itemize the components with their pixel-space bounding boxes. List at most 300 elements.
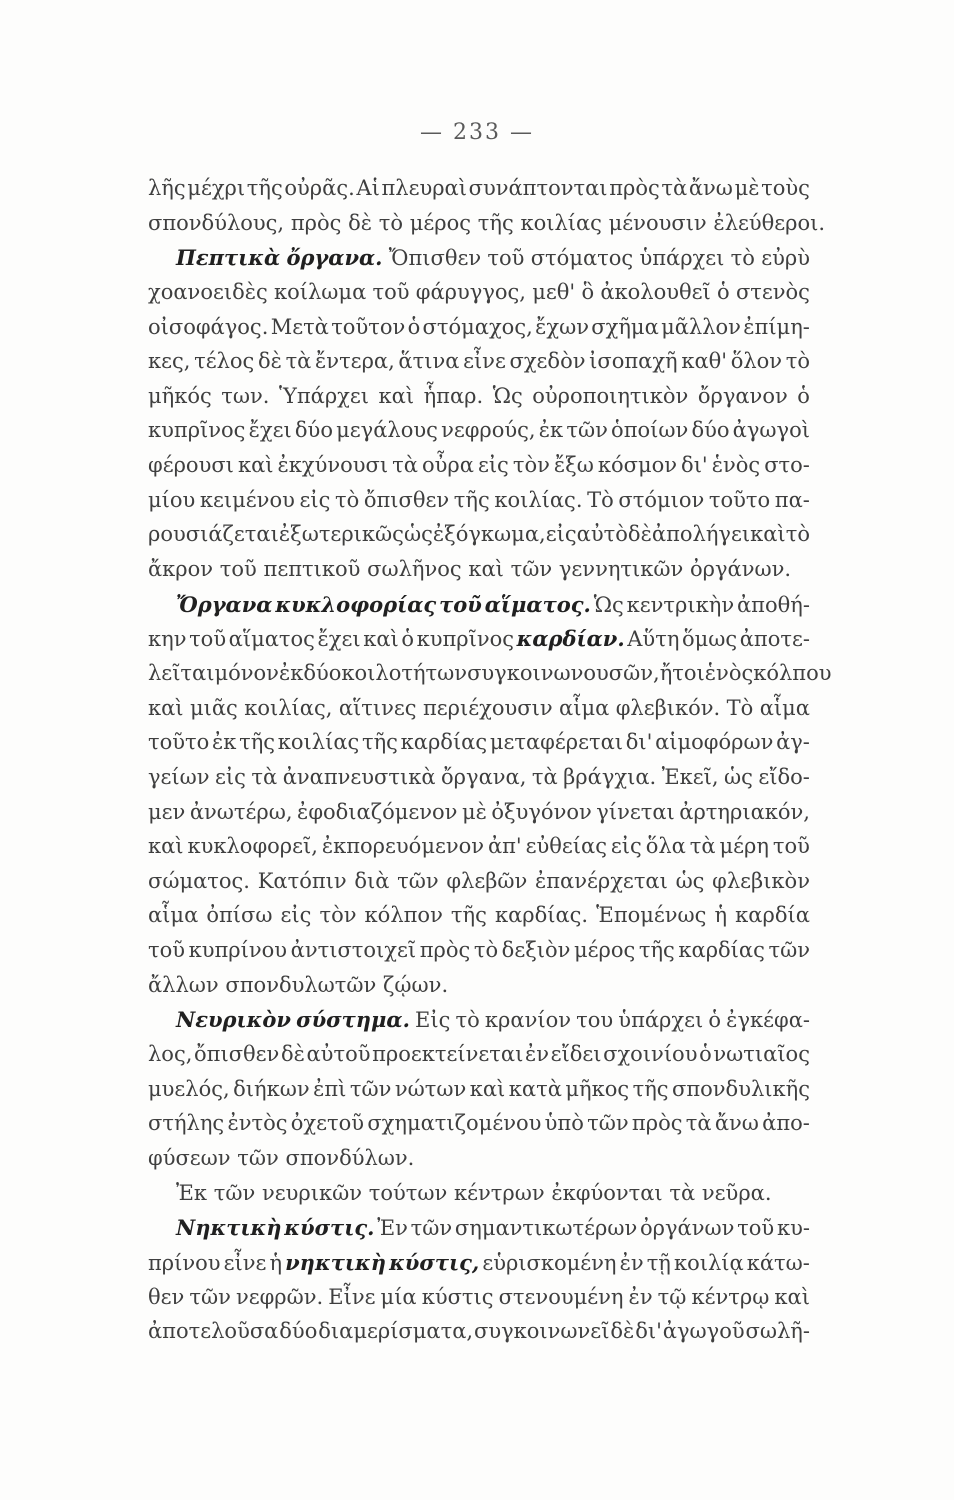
word: γεννητικῶν [558,557,684,582]
word: καὶ [237,453,274,478]
word: ἐξωτερικῶς [278,522,404,547]
word: καὶ [469,1076,506,1101]
word: τοῦ [148,938,186,963]
word: ἐκχύνουσι [277,453,389,478]
word: ἄνω [688,176,733,200]
word: ἀγωγοῦ [662,1319,745,1344]
word: ὅμως [681,627,738,652]
word: νεῦρα. [701,1180,772,1205]
word: δὲ [257,349,282,374]
word: ἀποτε- [739,627,810,652]
word: καὶ [750,522,786,547]
word: ἐγκέφα- [726,1008,810,1033]
word: κεντρικὴν [626,592,735,617]
word: στόματος [530,246,634,271]
word: μεταφέρεται [489,730,624,755]
word: ὑπὸ [544,1111,584,1136]
word: ὀχετοῦ [290,1111,365,1136]
section-heading-word: τοῦ [439,591,482,617]
text-line [148,626,810,661]
word: Εἶνε [328,1284,376,1309]
text-line [148,834,810,869]
text-line [148,557,810,592]
word: τῆς [638,938,675,963]
word: εἴδο- [758,764,810,789]
word: μὲ [734,176,760,200]
word: ἔχει [248,418,292,443]
word: ἐκπορευόμενον [321,834,485,859]
word: ἐκ [538,418,564,443]
word: φύσεων [148,1145,231,1170]
word: ὅλα [645,834,686,859]
word: δὲ [610,1319,635,1344]
word: μὲ [461,799,487,824]
word: τὰ [685,1111,712,1136]
word: πεπτικοῦ [263,557,361,582]
word: τῶν [213,1180,256,1205]
word: αἵματος [228,627,315,652]
word: δύο [294,418,333,443]
text-line [148,418,810,453]
word: Ἑπομένως [596,903,707,928]
word: κόλπου [753,660,832,685]
text-line [148,1319,810,1354]
text-line [148,973,810,1008]
word: οὖρα [421,453,474,478]
word: μένουσιν [608,210,707,235]
text-line [148,1215,810,1250]
word: λεῖται [148,660,215,685]
word: συγκοινωνεῖ [474,1319,610,1344]
word: τὸ [785,522,810,547]
word: ἐν [619,1250,644,1275]
word: ἔχων [535,314,589,339]
word: τῶν [410,1216,453,1241]
word: ἐφοδιαζόμενον [297,799,458,824]
word: τὸ [730,246,755,271]
word: αἱμοφόρων [655,730,774,755]
text-line [148,1007,810,1042]
word: συνάπτονται [468,176,608,200]
word: νεφρῶν. [235,1284,324,1309]
word: κην [148,627,187,652]
word: κύστις [421,1284,494,1309]
word: λῆς [148,176,186,200]
word: τοῦτο [148,730,210,755]
word: Ὡς [593,592,624,617]
word: δύο [691,418,730,443]
word: τοῦ [487,246,525,271]
section-heading-word: ὄργανα. [286,245,383,271]
word: ὑπάρχει [639,246,725,271]
word: τῶν [237,1145,279,1170]
word: φάρυγγος, [415,279,526,304]
text-line [148,869,810,904]
word: αἵτινες [338,695,417,720]
word: ὄπισθεν [194,1042,280,1067]
word: ἄκρον [148,557,214,582]
word: ἀντιστοιχεῖ [290,938,417,963]
text-line [148,1042,810,1077]
text-line [148,903,810,938]
word: ὄπισθεν [363,487,450,512]
word: ὡς [724,764,753,789]
word: ὁ [717,279,730,304]
word: ἔξω [553,453,594,478]
word: τῷ [657,1284,687,1309]
word: καθ' [681,349,728,374]
word: ἀνωτέρω, [189,799,293,824]
word: κυ- [776,1216,810,1241]
text-line [148,280,810,315]
text-line [148,210,826,246]
word: λος, [148,1042,193,1067]
word: διὰ [354,868,390,893]
text-line [148,176,810,211]
word: ἀγ- [776,730,810,755]
word: τῆς [477,210,514,235]
word: δεξιὸν [501,938,571,963]
word: του [576,1008,614,1033]
word: καρδίας [400,730,488,755]
word: καρδίας [678,938,765,963]
text-line [148,696,810,731]
word: μία [380,1284,417,1309]
word: ὃ [581,279,595,304]
word: ἄλλων [148,972,219,997]
word: ἐντὸς [227,1111,288,1136]
word: ἑνὸς [711,453,761,478]
word: εὑρισκομένη [482,1250,617,1275]
word: αὐτοῦ [306,1042,371,1067]
text-line [148,800,810,835]
word: θεν [148,1284,185,1309]
word: μεγάλους [336,418,438,443]
word: κοιλίας. [494,487,583,512]
word: νεφρούς, [441,418,536,443]
word: καρδίας. [494,903,589,928]
word: ἀκολουθεῖ [600,279,711,304]
word: στενουμένη [498,1284,624,1309]
word: ὁ [708,1008,722,1033]
word: μέχρι [187,176,246,200]
word: τοῦ [189,627,227,652]
word: ὄργανα, [441,764,527,789]
word: κες, [148,349,191,374]
word: διαμερίσματα, [318,1319,474,1344]
word: κυπρῖνος [148,418,246,443]
word: τοῦ [219,557,257,582]
word: εἰς [545,522,577,547]
word: σπονδυλωτῶν [225,972,377,997]
word: ἡ [714,903,728,928]
body-text [148,176,832,1354]
word: Ὡς [492,383,523,408]
text-line [148,1077,810,1112]
word: ρουσιάζεται [148,522,279,547]
text-line [148,1111,810,1146]
word: σπονδυλικῆς [672,1076,810,1101]
word: ἀρτηριακόν, [679,799,810,824]
word: στήλης [148,1111,225,1136]
word: κοιλίᾳ [673,1250,744,1275]
word: πρὸς [419,938,471,963]
word: ἀπ' [487,834,522,859]
text-line [148,660,832,696]
word: τὸν [319,903,357,928]
text-line [148,1181,810,1216]
word: ἐπίμη- [743,314,810,339]
word: σχεδὸν [509,349,586,374]
word: οὐροποιητικὸν [532,383,689,408]
word: εὐρὺ [761,246,810,271]
word: ὀργάνων. [690,557,792,582]
word: μυελός, [148,1076,230,1101]
emphasis-word: κύστις, [389,1249,480,1275]
word: κοιλίας [277,730,360,755]
word: αἷμα [559,695,610,720]
word: στόμιον [618,487,705,512]
word: κοίλωμα [274,279,367,304]
word: σχοινίου [603,1042,698,1067]
word: τὰ [661,176,688,200]
word: τὸ [473,938,499,963]
emphasis-word: νηκτικὴ [285,1249,386,1275]
word: τῆς [361,730,398,755]
word: ἐλεύθεροι. [713,210,826,235]
text-line [148,1250,810,1285]
section-heading-word: Ὄργανα [176,591,273,617]
section-heading-word: σύστημα. [296,1007,410,1033]
word: τὸ [378,210,404,235]
word: κατὰ [508,1076,562,1101]
word: σωλῆνος [367,557,462,582]
word: τοῦ [372,279,410,304]
word: σώματος. [148,868,250,893]
word: μεθ' [532,279,576,304]
word: τῶν [566,418,608,443]
word: ἀποτελοῦσα [148,1319,279,1344]
word: Ἐκεῖ, [661,764,719,789]
word: καὶ [468,557,504,582]
word: μόνον [214,660,279,685]
word: τῶν [397,868,439,893]
word: ἀπολήγει [651,522,751,547]
word: δὲ [627,522,652,547]
word: ἀποθή- [736,592,810,617]
word: εἰς [299,487,331,512]
word: μεν [148,799,186,824]
emphasis-word: καρδίαν. [516,626,625,652]
word: βράγχια. [563,764,657,789]
word: Κατόπιν [257,868,347,893]
word: δι' [635,1319,662,1344]
word: τέλος [194,349,255,374]
word: νωτιαῖος [713,1042,810,1067]
word: Αὕτη [627,627,680,652]
word: τούτων [368,1180,448,1205]
word: ἀναπνευστικὰ [282,764,436,789]
word: κόλπον [364,903,443,928]
word: ὑπάρχει [618,1008,704,1033]
word: τῶν [510,557,553,582]
word: τῶν [587,1111,629,1136]
word: ὁ [401,627,414,652]
word: πρὸς [609,176,660,200]
section-heading-word: Νηκτικὴ [176,1215,282,1241]
word: Ἐν [377,1216,408,1241]
word: καὶ [148,695,184,720]
word: καὶ [774,1284,810,1309]
section-heading-word: Νευρικὸν [176,1007,291,1033]
word: σχῆμα [591,314,659,339]
word: τὰ [689,834,716,859]
word: δὲ [280,1042,305,1067]
word: τὰ [669,1180,696,1205]
word: ἐκ [212,730,237,755]
word: φλεβικὸν [712,868,810,893]
word: ὅλον [730,349,783,374]
word: ζῴων. [383,972,449,997]
word: ἐπανέρχεται [534,868,668,893]
word: εἰς [280,903,312,928]
word: συγκοινωνουσῶν,ἤτοι [467,660,705,685]
word: κάτω- [746,1250,810,1275]
word: τὸ [455,1008,480,1033]
word: φλεβῶν [446,868,528,893]
word: χοανοειδὲς [148,279,268,304]
word: ἀπο- [762,1111,810,1136]
word: ἰσοπαχῆ [589,349,678,374]
word: τῆς [239,730,276,755]
word: κυκλοφορεῖ, [187,834,318,859]
word: νευρικῶν [262,1180,363,1205]
word: τῇ [646,1250,671,1275]
text-line [148,592,810,627]
word: κρανίον [484,1008,571,1033]
word: ὀξυγόνον [491,799,592,824]
word: εἰς [610,834,642,859]
word: στόμαχος, [422,314,533,339]
word: εἰς [215,764,246,789]
word: τῆς [246,176,283,200]
word: τοῦ [772,834,810,859]
word: ὁ [407,314,421,339]
word: οὐρᾶς. [284,176,355,200]
word: ἐκ [278,660,304,685]
word: μιᾶς [189,695,238,720]
word: προεκτείνεται [372,1042,524,1067]
word: Τὸ [726,695,754,720]
word: τοῦτον [331,314,406,339]
word: ἔντερα, [315,349,395,374]
word: ὄργανον [697,383,788,408]
word: Ἐκ [176,1180,208,1205]
word: μίου [148,487,196,512]
word: σημαντικωτέρων [454,1216,638,1241]
word: μῆκος [565,1076,630,1101]
word: ἐν [628,1284,653,1309]
text-line [148,384,810,419]
word: ὀπίσω [206,903,273,928]
text-line [148,730,810,765]
word: εἰς [477,453,509,478]
word: τῆς [632,1076,669,1101]
word: ἑνὸς [704,660,754,685]
word: κοιλίας, [244,695,333,720]
word: ἄνω [714,1111,759,1136]
section-heading-word: κυκλοφορίας [275,591,437,617]
word: μέρος [573,938,636,963]
word: τὰ [285,349,312,374]
text-line [148,245,810,280]
word: κυπρῖνος [416,627,515,652]
word: τὸ [334,487,360,512]
word: μέρος [409,210,472,235]
word: ἐξόγκωμα, [432,522,546,547]
word: πλευραὶ [381,176,467,200]
word: μέρη [719,834,769,859]
word: κοιλίας [520,210,602,235]
text-line [148,1285,810,1320]
text-line [148,349,810,384]
word: τῶν [349,1076,392,1101]
text-line [148,522,810,557]
word: μῆκός [148,383,212,408]
word: Ὄπισθεν [388,246,482,271]
word: Τὸ [587,487,614,512]
word: τοῦτο [708,487,771,512]
word: Εἰς [415,1008,451,1033]
text-line [148,488,810,523]
word: κυπρίνου [188,938,288,963]
word: ἐπὶ [313,1076,347,1101]
word: τῶν [189,1284,231,1309]
word: ὡς [403,522,433,547]
word: τὰ [531,764,558,789]
word: καὶ [378,383,415,408]
word: διήκων [233,1076,310,1101]
word: καρδία [735,903,810,928]
word: γείων [148,764,210,789]
word: γίνεται [596,799,675,824]
word: Αἱ [356,176,380,200]
text-line [148,938,810,973]
word: περιέχουσιν [422,695,553,720]
section-heading-word: αἵματος. [484,591,591,617]
section-heading-word: κύστις. [284,1215,375,1241]
text-line [148,315,810,350]
word: εὐθείας [525,834,607,859]
word: τῆς [450,903,487,928]
word: φλεβικόν. [615,695,721,720]
word: αἷμα [148,903,199,928]
word: καὶ [148,834,184,859]
word: ἡ [269,1250,283,1275]
word: ἧπαρ. [423,383,484,408]
word: αἷμα [759,695,810,720]
word: ἀγωγοὶ [732,418,810,443]
word: δι' [681,453,708,478]
word: μᾶλλον [661,314,741,339]
word: πρὸς [290,210,342,235]
word: τῶν [768,938,810,963]
word: τοὺς [761,176,810,200]
text-line [148,765,810,800]
word: ὀργάνων [640,1216,735,1241]
section-heading-word: Πεπτικὰ [176,245,281,271]
word: αὐτὸ [576,522,628,547]
